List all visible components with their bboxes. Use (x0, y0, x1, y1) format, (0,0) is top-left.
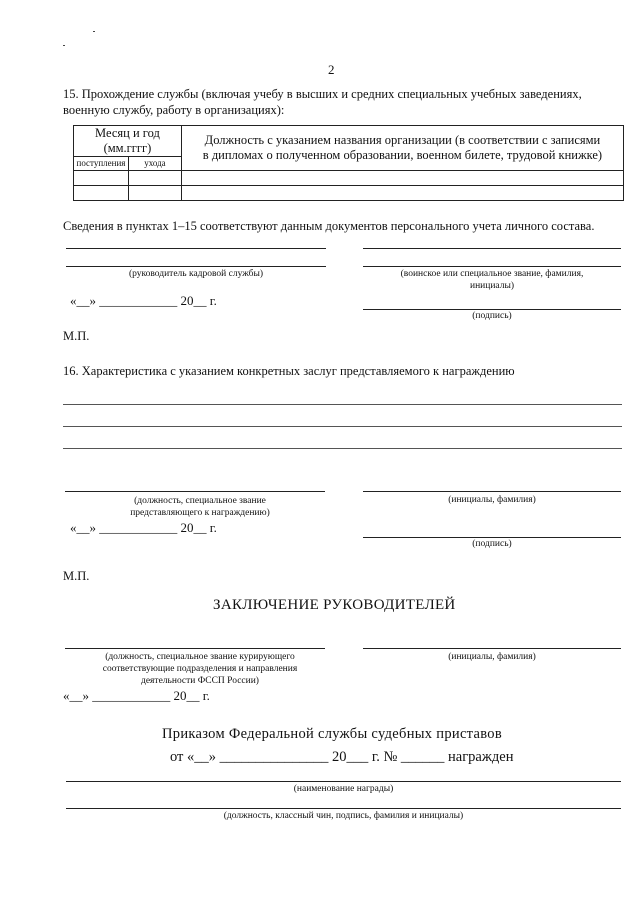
service-history-table (73, 125, 624, 201)
rank-name-caption-line2: инициалы) (469, 281, 514, 291)
supervisor-name-line[interactable] (363, 648, 621, 649)
supervisor-caption-line3: деятельности ФССП России) (141, 676, 259, 686)
col-leaving: ухода (128, 157, 181, 171)
table-cell[interactable] (181, 186, 623, 201)
date-header (74, 126, 182, 157)
presenter-caption-line2: представляющего к награждению) (130, 508, 270, 518)
date-header-line1: Месяц и год (95, 126, 160, 140)
section15-line1: 15. Прохождение службы (включая учебу в высших и средних специальных учебных заведениях, (63, 87, 582, 101)
characteristic-line-1[interactable] (63, 404, 622, 405)
characteristic-line-2[interactable] (63, 426, 622, 427)
rank-name-caption-line1: (воинское или специальное звание, фамилия, (400, 269, 584, 279)
award-name-line[interactable] (66, 781, 621, 782)
supervisor-position-line[interactable] (65, 648, 325, 649)
presenter-position-line[interactable] (65, 491, 325, 492)
conclusion-title: ЗАКЛЮЧЕНИЕ РУКОВОДИТЕЛЕЙ (213, 597, 456, 613)
date-header-line2: (мм.гггг) (103, 141, 152, 155)
verification-left-line-1[interactable] (66, 248, 326, 249)
verification-right-line-2[interactable] (363, 266, 621, 267)
award-name-caption: (наименование награды) (293, 784, 394, 794)
hr-head-caption: (руководитель кадровой службы) (128, 269, 264, 279)
supervisor-caption-line2: соответствующие подразделения и направления (102, 664, 298, 674)
characteristic-line-3[interactable] (63, 448, 622, 449)
position-header-line2: в дипломах о полученном образовании, военном билете, трудовой книжке) (202, 148, 603, 162)
verification-date[interactable]: «__» ____________ 20__ г. (70, 293, 217, 308)
supervisor-caption-line1: (должность, специальное звание курирующего (105, 652, 295, 662)
verification-stamp: М.П. (63, 329, 90, 343)
page-number: 2 (328, 62, 335, 77)
presenter-name-caption: (инициалы, фамилия) (448, 495, 536, 505)
section15-line2: военную службу, работу в организациях): (63, 103, 285, 117)
position-header (181, 126, 623, 171)
section16-stamp: М.П. (63, 569, 90, 583)
position-header-line1: Должность с указанием названия организации (в соответствии с записями (204, 133, 601, 147)
col-admission: поступления (74, 157, 129, 171)
table-cell[interactable] (128, 186, 181, 201)
presenter-name-line[interactable] (363, 491, 621, 492)
presenter-caption-line1: (должность, специальное звание (134, 496, 266, 506)
table-cell[interactable] (181, 171, 623, 186)
table-cell[interactable] (74, 171, 129, 186)
conclusion-date[interactable]: «__» ____________ 20__ г. (63, 688, 210, 703)
verification-text: Сведения в пунктах 1–15 соответствуют данным документов персонального учета личного состава. (63, 219, 595, 233)
table-cell[interactable] (74, 186, 129, 201)
table-row (74, 171, 624, 186)
section16-signature-caption: (подпись) (472, 539, 512, 549)
verification-left-line-2[interactable] (66, 266, 326, 267)
order-title: Приказом Федеральной службы судебных приставов (162, 726, 502, 742)
section16-heading: 16. Характеристика с указанием конкретных заслуг представляемого к награждению (63, 364, 515, 378)
awardee-caption: (должность, классный чин, подпись, фамилия и инициалы) (223, 811, 464, 821)
awardee-line[interactable] (66, 808, 621, 809)
section16-date[interactable]: «__» ____________ 20__ г. (70, 520, 217, 535)
supervisor-name-caption: (инициалы, фамилия) (448, 652, 536, 662)
verification-right-line-1[interactable] (363, 248, 621, 249)
table-row (74, 186, 624, 201)
verification-signature-caption: (подпись) (472, 311, 512, 321)
order-line[interactable]: от «__» _______________ 20___ г. № ______ награжден (170, 749, 514, 765)
table-cell[interactable] (128, 171, 181, 186)
